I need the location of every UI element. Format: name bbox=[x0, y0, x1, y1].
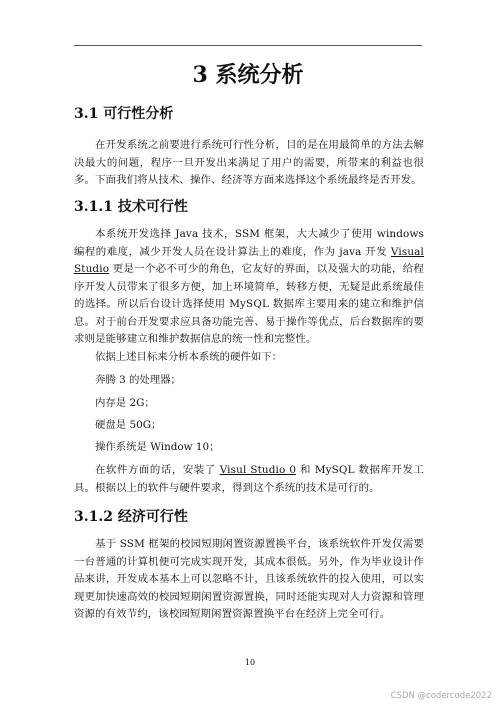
hardware-memory: 内存是 2G； bbox=[95, 397, 155, 409]
text-segment: 和 MySQL 数据库开发工具。根据以上的软件与硬件要求，得到这个系统的技术是可行的。 bbox=[74, 464, 424, 494]
section-heading-3-1-2: 3.1.2 经济可行性 bbox=[74, 509, 188, 525]
paragraph-software bbox=[74, 462, 424, 497]
hardware-cpu: 奔腾 3 的处理器； bbox=[95, 374, 181, 386]
chapter-title: 3 系统分析 bbox=[192, 62, 304, 88]
text-segment: 在软件方面的话，安装了 bbox=[95, 464, 220, 476]
paragraph-economic-feasibility: 基于 SSM 框架的校园短期闲置资源置换平台，该系统软件开发仅需要一台普通的计算机便可完成实现开发，其成本很低。另外，作为毕业设计作品来讲，开发成本基本上可以忽略不计，且该系统软件的投入使用，可以实现更加快速高效的校园短期闲置资源置换，同时还能实现对人力资源和管理资源的有效节约，该校园短期闲置资源置换平台在经济上完全可行。 bbox=[74, 538, 424, 620]
visual-studio-term: Visual Studio bbox=[74, 245, 424, 275]
paragraph-feasibility-intro: 在开发系统之前要进行系统可行性分析，目的是在用最简单的方法去解决最大的问题，程序一旦开发出来满足了用户的需要，所带来的利益也很多。下面我们将从技术、操作、经济等方面来选择这个系统最终是否开发。 bbox=[74, 139, 424, 186]
hardware-intro: 依据上述目标来分析本系统的硬件如下： bbox=[95, 351, 283, 363]
visul-studio-term: Visul Studio 0 bbox=[219, 464, 297, 476]
hardware-disk: 硬盘是 50G； bbox=[95, 419, 162, 431]
text-segment: 本系统开发选择 Java 技术，SSM 框架，大大减少了使用 windows 编程的难度，减少开发人员在设计算法上的难度，作为 java 开发 bbox=[74, 228, 424, 258]
page-number: 10 bbox=[244, 658, 256, 667]
header-rule bbox=[74, 45, 422, 46]
text-segment: 更是一个必不可少的角色，它友好的界面，以及强大的功能，给程序开发人员带来了很多方便，加上环境简单，转移方便，无疑是此系统最佳的选择。所以后台设计选择使用 MySQL 数据库主要用来的建立和维护信息。对于前台开发要求应具备功能完善、易于操作等优点，后台数据库的要求则是能够建立和维护数据信息的统一性和完整性。 bbox=[74, 263, 424, 345]
paragraph-technical-feasibility bbox=[74, 226, 424, 349]
csdn-watermark: CSDN @codercode2022 bbox=[390, 691, 492, 701]
section-heading-3-1-1: 3.1.1 技术可行性 bbox=[74, 199, 188, 215]
section-heading-3-1: 3.1 可行性分析 bbox=[74, 106, 174, 122]
hardware-os: 操作系统是 Window 10； bbox=[95, 441, 220, 453]
